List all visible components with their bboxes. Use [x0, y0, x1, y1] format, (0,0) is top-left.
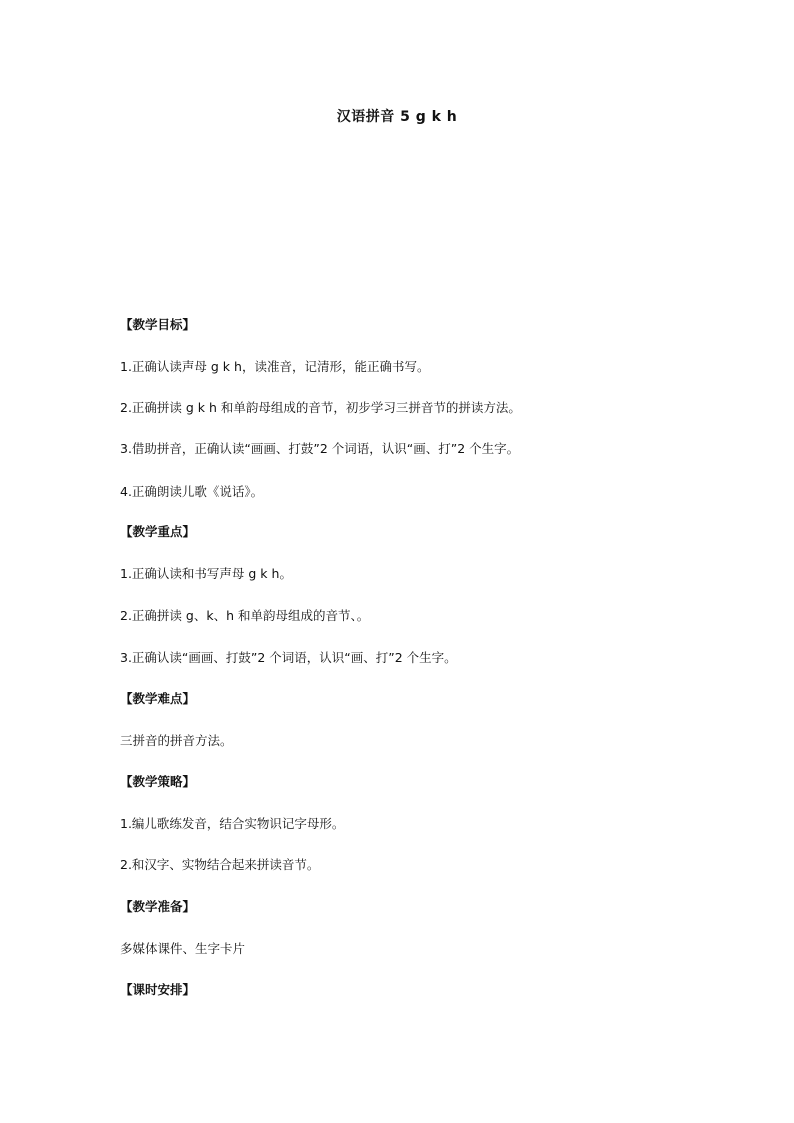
section-heading-key-points: 【教学重点】	[120, 524, 196, 539]
key-point-item-1: 1.正确认读和书写声母 g k h。	[120, 566, 292, 581]
strategy-item-2: 2.和汉字、实物结合起来拼读音节。	[120, 857, 320, 872]
section-heading-difficulties: 【教学难点】	[120, 691, 196, 706]
objective-item-2: 2.正确拼读 g k h 和单韵母组成的音节，初步学习三拼音节的拼读方法。	[120, 400, 521, 415]
section-heading-objectives: 【教学目标】	[120, 317, 196, 332]
document-title: 汉语拼音 5 g k h	[336, 109, 458, 125]
preparation-item-1: 多媒体课件、生字卡片	[120, 941, 246, 956]
section-heading-strategies: 【教学策略】	[120, 774, 196, 789]
key-point-item-3: 3.正确认读“画画、打鼓”2 个词语，认识“画、打”2 个生字。	[120, 650, 457, 665]
objective-item-4: 4.正确朗读儿歌《说话》。	[120, 484, 264, 499]
key-point-item-2: 2.正确拼读 g、k、h 和单韵母组成的音节、。	[120, 608, 370, 623]
strategy-item-1: 1.编儿歌练发音，结合实物识记字母形。	[120, 816, 345, 831]
objective-item-1: 1.正确认读声母 g k h，读准音，记清形，能正确书写。	[120, 359, 430, 374]
objective-item-3: 3.借助拼音，正确认读“画画、打鼓”2 个词语，认识“画、打”2 个生字。	[120, 441, 520, 456]
section-heading-preparation: 【教学准备】	[120, 899, 196, 914]
difficulty-item-1: 三拼音的拼音方法。	[120, 733, 233, 748]
section-heading-schedule: 【课时安排】	[120, 982, 196, 997]
